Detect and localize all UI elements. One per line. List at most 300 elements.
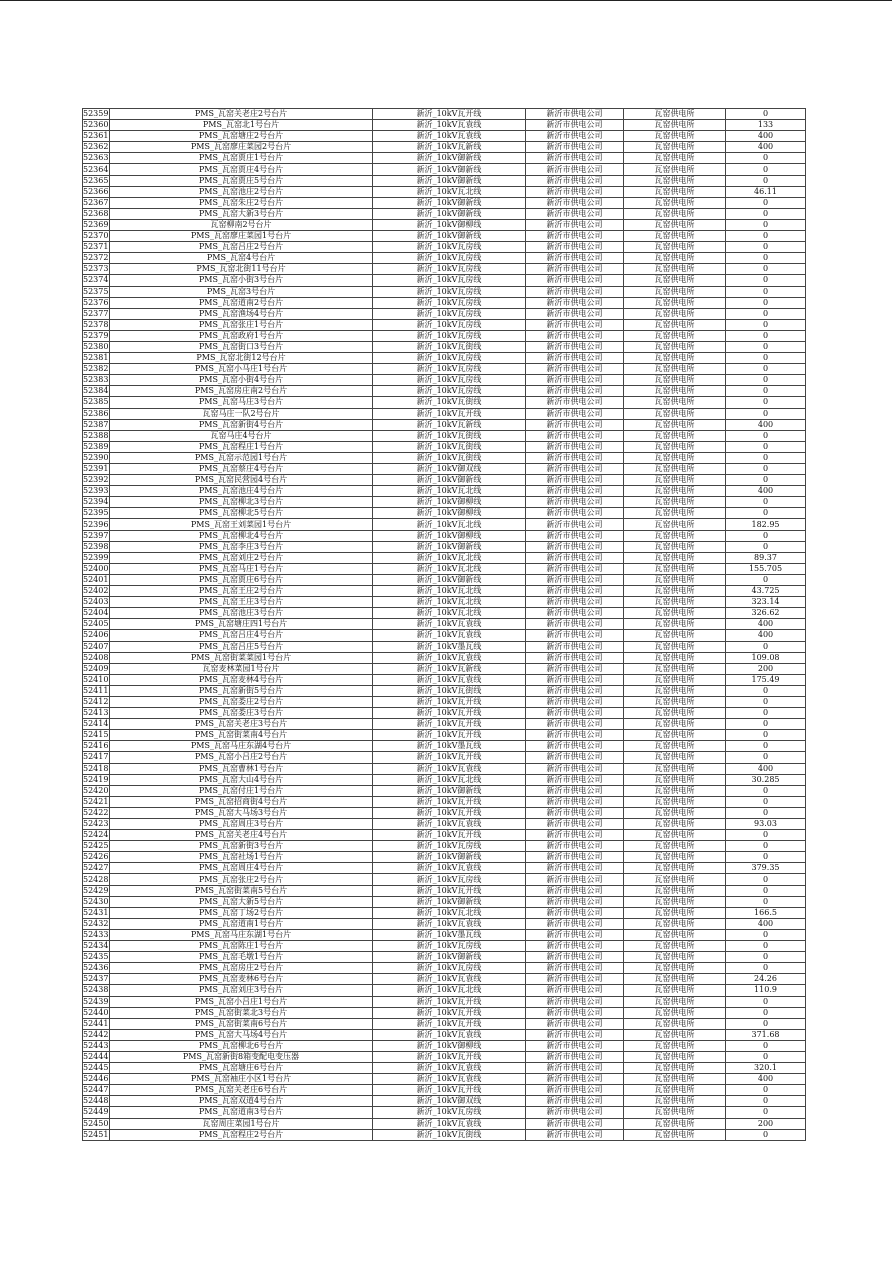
company-cell: 新沂市供电公司: [526, 1118, 624, 1129]
company-cell: 新沂市供电公司: [526, 1129, 624, 1140]
feeder-line-cell: 新沂_10kV瓦开线: [373, 109, 526, 120]
company-cell: 新沂市供电公司: [526, 619, 624, 630]
row-id-cell: 52372: [83, 253, 109, 263]
table-row: [83, 652, 806, 663]
row-id-cell: 52405: [83, 619, 109, 629]
transformer-name-cell: PMS_瓦窑北街12号台片: [110, 353, 373, 364]
table-row: [83, 419, 806, 430]
transformer-name-cell: PMS_瓦窑北1号台片: [110, 120, 373, 131]
transformer-name-cell: PMS_瓦窑招商街4号台片: [110, 796, 373, 807]
feeder-line-cell: 新沂_10kV瓦街线: [373, 685, 526, 696]
transformer-name-cell: PMS_瓦窑麦林4号台片: [110, 674, 373, 685]
station-cell: 瓦窑供电所: [624, 397, 726, 408]
feeder-line-cell: 新沂_10kV御新线: [373, 475, 526, 486]
station-cell: 瓦窑供电所: [624, 796, 726, 807]
company-cell: 新沂市供电公司: [526, 719, 624, 730]
feeder-line-cell: 新沂_10kV瓦房线: [373, 253, 526, 264]
company-cell: 新沂市供电公司: [526, 685, 624, 696]
station-cell: 瓦窑供电所: [624, 275, 726, 286]
row-id-cell: 52446: [83, 1074, 109, 1084]
transformer-name-cell: PMS_瓦窑袖庄小区1号台片: [110, 1074, 373, 1085]
table-row: [83, 674, 806, 685]
station-cell: 瓦窑供电所: [624, 985, 726, 996]
value-cell: 0: [726, 452, 806, 463]
transformer-name-cell: PMS_瓦窑刘庄3号台片: [110, 985, 373, 996]
company-cell: 新沂市供电公司: [526, 1074, 624, 1085]
station-cell: 瓦窑供电所: [624, 231, 726, 242]
feeder-line-cell: 新沂_10kV瓦街线: [373, 341, 526, 352]
table-row: [83, 219, 806, 230]
row-id-cell: 52375: [83, 286, 109, 296]
station-cell: 瓦窑供电所: [624, 330, 726, 341]
feeder-line-cell: 新沂_10kV瓦北线: [373, 608, 526, 619]
row-id-cell: 52401: [83, 574, 109, 584]
company-cell: 新沂市供电公司: [526, 475, 624, 486]
value-cell: 0: [726, 319, 806, 330]
value-cell: 326.62: [726, 608, 806, 619]
station-cell: 瓦窑供电所: [624, 941, 726, 952]
value-cell: 371.68: [726, 1029, 806, 1040]
table-row: [83, 1007, 806, 1018]
value-cell: 109.08: [726, 652, 806, 663]
station-cell: 瓦窑供电所: [624, 574, 726, 585]
table-row: [83, 974, 806, 985]
table-row: [83, 319, 806, 330]
table-row: [83, 586, 806, 597]
station-cell: 瓦窑供电所: [624, 297, 726, 308]
row-id-cell: 52371: [83, 242, 109, 252]
company-cell: 新沂市供电公司: [526, 408, 624, 419]
value-cell: 24.26: [726, 974, 806, 985]
table-row: [83, 452, 806, 463]
table-row: [83, 741, 806, 752]
value-cell: 133: [726, 120, 806, 131]
feeder-line-cell: 新沂_10kV瓦房线: [373, 364, 526, 375]
row-id-cell: 52411: [83, 685, 109, 695]
transformer-name-cell: PMS_瓦窑陈庄1号台片: [110, 941, 373, 952]
value-cell: 323.14: [726, 597, 806, 608]
transformer-name-cell: PMS_瓦窑小街3号台片: [110, 275, 373, 286]
table-row: [83, 386, 806, 397]
company-cell: 新沂市供电公司: [526, 375, 624, 386]
table-row: [83, 663, 806, 674]
transformer-name-cell: PMS_瓦窑房庄南2号台片: [110, 386, 373, 397]
table-row: [83, 164, 806, 175]
transformer-name-cell: PMS_瓦窑吕庄5号台片: [110, 641, 373, 652]
company-cell: 新沂市供电公司: [526, 164, 624, 175]
feeder-line-cell: 新沂_10kV御新线: [373, 208, 526, 219]
table-row: [83, 242, 806, 253]
feeder-line-cell: 新沂_10kV瓦北线: [373, 563, 526, 574]
value-cell: 0: [726, 1051, 806, 1062]
transformer-name-cell: PMS_瓦窑程庄1号台片: [110, 441, 373, 452]
feeder-line-cell: 新沂_10kV御柳线: [373, 530, 526, 541]
value-cell: 0: [726, 286, 806, 297]
value-cell: 400: [726, 1074, 806, 1085]
company-cell: 新沂市供电公司: [526, 874, 624, 885]
transformer-name-cell: 瓦窑周庄菜园1号台片: [110, 1118, 373, 1129]
station-cell: 瓦窑供电所: [624, 819, 726, 830]
transformer-name-cell: PMS_瓦窑街菜南4号台片: [110, 730, 373, 741]
transformer-name-cell: PMS_瓦窑小街4号台片: [110, 375, 373, 386]
value-cell: 89.37: [726, 552, 806, 563]
row-id-cell: 52435: [83, 952, 109, 962]
transformer-name-cell: PMS_瓦窑示范园1号台片: [110, 452, 373, 463]
station-cell: 瓦窑供电所: [624, 608, 726, 619]
company-cell: 新沂市供电公司: [526, 464, 624, 475]
company-cell: 新沂市供电公司: [526, 530, 624, 541]
table-row: [83, 197, 806, 208]
feeder-line-cell: 新沂_10kV御柳线: [373, 219, 526, 230]
company-cell: 新沂市供电公司: [526, 519, 624, 530]
value-cell: 379.35: [726, 863, 806, 874]
feeder-line-cell: 新沂_10kV御新线: [373, 852, 526, 863]
table-row: [83, 841, 806, 852]
row-id-cell: 52400: [83, 563, 109, 573]
station-cell: 瓦窑供电所: [624, 974, 726, 985]
table-row: [83, 630, 806, 641]
company-cell: 新沂市供电公司: [526, 286, 624, 297]
row-id-cell: 52385: [83, 397, 109, 407]
transformer-name-cell: PMS_瓦窑关老庄4号台片: [110, 830, 373, 841]
station-cell: 瓦窑供电所: [624, 730, 726, 741]
station-cell: 瓦窑供电所: [624, 863, 726, 874]
row-id-cell: 52439: [83, 996, 109, 1006]
table-row: [83, 541, 806, 552]
transformer-name-cell: PMS_瓦窑池庄2号台片: [110, 186, 373, 197]
table-row: [83, 830, 806, 841]
value-cell: 0: [726, 464, 806, 475]
company-cell: 新沂市供电公司: [526, 785, 624, 796]
value-cell: 0: [726, 1040, 806, 1051]
transformer-name-cell: PMS_瓦窑新街8箱变配电变压器: [110, 1051, 373, 1062]
value-cell: 175.49: [726, 674, 806, 685]
row-id-cell: 52429: [83, 885, 109, 895]
table-body: [83, 109, 806, 1141]
value-cell: 0: [726, 341, 806, 352]
company-cell: 新沂市供电公司: [526, 752, 624, 763]
company-cell: 新沂市供电公司: [526, 497, 624, 508]
transformer-name-cell: PMS_瓦窑刘庄2号台片: [110, 552, 373, 563]
feeder-line-cell: 新沂_10kV瓦房线: [373, 941, 526, 952]
row-id-cell: 52432: [83, 918, 109, 928]
value-cell: 0: [726, 830, 806, 841]
company-cell: 新沂市供电公司: [526, 353, 624, 364]
row-id-cell: 52437: [83, 974, 109, 984]
station-cell: 瓦窑供电所: [624, 430, 726, 441]
transformer-name-cell: PMS_瓦窑吕庄4号台片: [110, 630, 373, 641]
transformer-name-cell: 瓦窑麦林菜园1号台片: [110, 663, 373, 674]
row-id-cell: 52367: [83, 197, 109, 207]
value-cell: 0: [726, 841, 806, 852]
feeder-line-cell: 新沂_10kV瓦北线: [373, 774, 526, 785]
value-cell: 0: [726, 929, 806, 940]
feeder-line-cell: 新沂_10kV瓦袁线: [373, 819, 526, 830]
transformer-name-cell: PMS_瓦窑街菜菜园1号台片: [110, 652, 373, 663]
feeder-line-cell: 新沂_10kV御新线: [373, 952, 526, 963]
feeder-line-cell: 新沂_10kV瓦街线: [373, 452, 526, 463]
value-cell: 0: [726, 685, 806, 696]
table-row: [83, 153, 806, 164]
station-cell: 瓦窑供电所: [624, 663, 726, 674]
value-cell: 0: [726, 530, 806, 541]
company-cell: 新沂市供电公司: [526, 552, 624, 563]
row-id-cell: 52392: [83, 475, 109, 485]
station-cell: 瓦窑供电所: [624, 1085, 726, 1096]
station-cell: 瓦窑供电所: [624, 408, 726, 419]
feeder-line-cell: 新沂_10kV瓦袁线: [373, 974, 526, 985]
company-cell: 新沂市供电公司: [526, 153, 624, 164]
value-cell: 0: [726, 1007, 806, 1018]
table-row: [83, 985, 806, 996]
transformer-name-cell: PMS_瓦窑大山4号台片: [110, 774, 373, 785]
table-row: [83, 896, 806, 907]
transformer-name-cell: PMS_瓦窑道南3号台片: [110, 1107, 373, 1118]
feeder-line-cell: 新沂_10kV瓦街线: [373, 1129, 526, 1140]
value-cell: 0: [726, 952, 806, 963]
feeder-line-cell: 新沂_10kV御新线: [373, 164, 526, 175]
company-cell: 新沂市供电公司: [526, 974, 624, 985]
table-row: [83, 1029, 806, 1040]
value-cell: 0: [726, 297, 806, 308]
company-cell: 新沂市供电公司: [526, 907, 624, 918]
row-id-cell: 52415: [83, 730, 109, 740]
company-cell: 新沂市供电公司: [526, 630, 624, 641]
row-id-cell: 52366: [83, 186, 109, 196]
station-cell: 瓦窑供电所: [624, 120, 726, 131]
feeder-line-cell: 新沂_10kV瓦房线: [373, 242, 526, 253]
feeder-line-cell: 新沂_10kV瓦袁线: [373, 674, 526, 685]
company-cell: 新沂市供电公司: [526, 419, 624, 430]
table-row: [83, 641, 806, 652]
feeder-line-cell: 新沂_10kV瓦房线: [373, 963, 526, 974]
station-cell: 瓦窑供电所: [624, 541, 726, 552]
company-cell: 新沂市供电公司: [526, 763, 624, 774]
row-id-cell: 52384: [83, 386, 109, 396]
company-cell: 新沂市供电公司: [526, 796, 624, 807]
company-cell: 新沂市供电公司: [526, 663, 624, 674]
transformer-name-cell: PMS_瓦窑曹林1号台片: [110, 763, 373, 774]
company-cell: 新沂市供电公司: [526, 219, 624, 230]
table-row: [83, 286, 806, 297]
value-cell: 0: [726, 253, 806, 264]
station-cell: 瓦窑供电所: [624, 1118, 726, 1129]
row-id-cell: 52416: [83, 741, 109, 751]
company-cell: 新沂市供电公司: [526, 641, 624, 652]
station-cell: 瓦窑供电所: [624, 364, 726, 375]
row-id-cell: 52412: [83, 697, 109, 707]
transformer-name-cell: PMS_瓦窑贾庄5号台片: [110, 175, 373, 186]
row-id-cell: 52420: [83, 785, 109, 795]
station-cell: 瓦窑供电所: [624, 153, 726, 164]
table-row: [83, 763, 806, 774]
row-id-cell: 52408: [83, 652, 109, 662]
row-id-cell: 52398: [83, 541, 109, 551]
feeder-line-cell: 新沂_10kV瓦开线: [373, 730, 526, 741]
table-row: [83, 863, 806, 874]
transformer-name-cell: 瓦窑柳南2号台片: [110, 219, 373, 230]
value-cell: 320.1: [726, 1063, 806, 1074]
station-cell: 瓦窑供电所: [624, 830, 726, 841]
station-cell: 瓦窑供电所: [624, 486, 726, 497]
row-id-cell: 52380: [83, 342, 109, 352]
table-row: [83, 1096, 806, 1107]
transformer-name-cell: PMS_瓦窑道南2号台片: [110, 297, 373, 308]
row-id-cell: 52391: [83, 464, 109, 474]
company-cell: 新沂市供电公司: [526, 852, 624, 863]
company-cell: 新沂市供电公司: [526, 696, 624, 707]
feeder-line-cell: 新沂_10kV瓦街线: [373, 441, 526, 452]
row-id-cell: 52441: [83, 1018, 109, 1028]
value-cell: 400: [726, 142, 806, 153]
station-cell: 瓦窑供电所: [624, 552, 726, 563]
company-cell: 新沂市供电公司: [526, 963, 624, 974]
table-row: [83, 918, 806, 929]
company-cell: 新沂市供电公司: [526, 131, 624, 142]
company-cell: 新沂市供电公司: [526, 120, 624, 131]
transformer-name-cell: PMS_瓦窑程庄2号台片: [110, 1129, 373, 1140]
value-cell: 0: [726, 475, 806, 486]
station-cell: 瓦窑供电所: [624, 774, 726, 785]
transformer-name-cell: PMS_瓦窑渔场4号台片: [110, 308, 373, 319]
station-cell: 瓦窑供电所: [624, 696, 726, 707]
table-row: [83, 330, 806, 341]
station-cell: 瓦窑供电所: [624, 219, 726, 230]
row-id-cell: 52382: [83, 364, 109, 374]
value-cell: 400: [726, 763, 806, 774]
transformer-name-cell: PMS_瓦窑街口3号台片: [110, 341, 373, 352]
feeder-line-cell: 新沂_10kV瓦北线: [373, 519, 526, 530]
company-cell: 新沂市供电公司: [526, 231, 624, 242]
feeder-line-cell: 新沂_10kV瓦开线: [373, 1051, 526, 1062]
row-id-cell: 52360: [83, 120, 109, 130]
station-cell: 瓦窑供电所: [624, 1063, 726, 1074]
station-cell: 瓦窑供电所: [624, 341, 726, 352]
value-cell: 0: [726, 197, 806, 208]
feeder-line-cell: 新沂_10kV瓦袁线: [373, 1074, 526, 1085]
transformer-name-cell: PMS_瓦窑新街4号台片: [110, 419, 373, 430]
value-cell: 0: [726, 996, 806, 1007]
company-cell: 新沂市供电公司: [526, 142, 624, 153]
feeder-line-cell: 新沂_10kV瓦袁线: [373, 918, 526, 929]
row-id-cell: 52423: [83, 819, 109, 829]
station-cell: 瓦窑供电所: [624, 963, 726, 974]
station-cell: 瓦窑供电所: [624, 208, 726, 219]
feeder-line-cell: 新沂_10kV御新线: [373, 153, 526, 164]
feeder-line-cell: 新沂_10kV瓦袁线: [373, 1118, 526, 1129]
company-cell: 新沂市供电公司: [526, 330, 624, 341]
feeder-line-cell: 新沂_10kV瓦街线: [373, 397, 526, 408]
table-row: [83, 464, 806, 475]
station-cell: 瓦窑供电所: [624, 752, 726, 763]
table-row: [83, 441, 806, 452]
station-cell: 瓦窑供电所: [624, 264, 726, 275]
company-cell: 新沂市供电公司: [526, 441, 624, 452]
value-cell: 0: [726, 219, 806, 230]
station-cell: 瓦窑供电所: [624, 175, 726, 186]
feeder-line-cell: 新沂_10kV瓦房线: [373, 319, 526, 330]
company-cell: 新沂市供电公司: [526, 730, 624, 741]
transformer-name-cell: PMS_瓦窑蔡庄4号台片: [110, 464, 373, 475]
row-id-cell: 52407: [83, 641, 109, 651]
company-cell: 新沂市供电公司: [526, 941, 624, 952]
table-row: [83, 996, 806, 1007]
table-row: [83, 186, 806, 197]
table-row: [83, 109, 806, 120]
table-row: [83, 231, 806, 242]
feeder-line-cell: 新沂_10kV瓦新线: [373, 419, 526, 430]
station-cell: 瓦窑供电所: [624, 286, 726, 297]
value-cell: 0: [726, 796, 806, 807]
row-id-cell: 52434: [83, 941, 109, 951]
feeder-line-cell: 新沂_10kV瓦房线: [373, 275, 526, 286]
feeder-line-cell: 新沂_10kV御新线: [373, 197, 526, 208]
company-cell: 新沂市供电公司: [526, 175, 624, 186]
station-cell: 瓦窑供电所: [624, 719, 726, 730]
value-cell: 200: [726, 1118, 806, 1129]
row-id-cell: 52433: [83, 929, 109, 939]
transformer-name-cell: PMS_瓦窑马庄东湖4号台片: [110, 741, 373, 752]
row-id-cell: 52377: [83, 308, 109, 318]
row-id-cell: 52395: [83, 508, 109, 518]
feeder-line-cell: 新沂_10kV瓦开线: [373, 1085, 526, 1096]
value-cell: 43.725: [726, 586, 806, 597]
data-table: [82, 108, 806, 1141]
transformer-name-cell: PMS_瓦窑街菜南5号台片: [110, 885, 373, 896]
feeder-line-cell: 新沂_10kV瓦袁线: [373, 131, 526, 142]
table-row: [83, 807, 806, 818]
station-cell: 瓦窑供电所: [624, 852, 726, 863]
value-cell: 400: [726, 918, 806, 929]
transformer-name-cell: PMS_瓦窑池庄3号台片: [110, 608, 373, 619]
table-row: [83, 253, 806, 264]
company-cell: 新沂市供电公司: [526, 253, 624, 264]
row-id-cell: 52370: [83, 231, 109, 241]
value-cell: 0: [726, 1129, 806, 1140]
transformer-name-cell: PMS_瓦窑周庄3号台片: [110, 819, 373, 830]
company-cell: 新沂市供电公司: [526, 397, 624, 408]
company-cell: 新沂市供电公司: [526, 1007, 624, 1018]
feeder-line-cell: 新沂_10kV瓦房线: [373, 264, 526, 275]
transformer-name-cell: PMS_瓦窑塘庄2号台片: [110, 131, 373, 142]
transformer-name-cell: PMS_瓦窑李庄3号台片: [110, 541, 373, 552]
table-row: [83, 1118, 806, 1129]
feeder-line-cell: 新沂_10kV瓦房线: [373, 874, 526, 885]
feeder-line-cell: 新沂_10kV瓦北线: [373, 597, 526, 608]
table-row: [83, 785, 806, 796]
transformer-name-cell: PMS_瓦窑小吕庄2号台片: [110, 752, 373, 763]
value-cell: 0: [726, 164, 806, 175]
table-row: [83, 264, 806, 275]
value-cell: 0: [726, 109, 806, 120]
feeder-line-cell: 新沂_10kV御新线: [373, 541, 526, 552]
feeder-line-cell: 新沂_10kV瓦开线: [373, 719, 526, 730]
transformer-name-cell: PMS_瓦窑贾庄4号台片: [110, 164, 373, 175]
value-cell: 0: [726, 719, 806, 730]
value-cell: 0: [726, 696, 806, 707]
value-cell: 155.705: [726, 563, 806, 574]
transformer-name-cell: PMS_瓦窑马庄3号台片: [110, 397, 373, 408]
value-cell: 0: [726, 730, 806, 741]
table-row: [83, 907, 806, 918]
feeder-line-cell: 新沂_10kV瓦袁线: [373, 1063, 526, 1074]
transformer-name-cell: PMS_瓦窑毛墩1号台片: [110, 952, 373, 963]
feeder-line-cell: 新沂_10kV瓦袁线: [373, 1029, 526, 1040]
station-cell: 瓦窑供电所: [624, 741, 726, 752]
feeder-line-cell: 新沂_10kV瓦开线: [373, 408, 526, 419]
company-cell: 新沂市供电公司: [526, 819, 624, 830]
table-row: [83, 353, 806, 364]
